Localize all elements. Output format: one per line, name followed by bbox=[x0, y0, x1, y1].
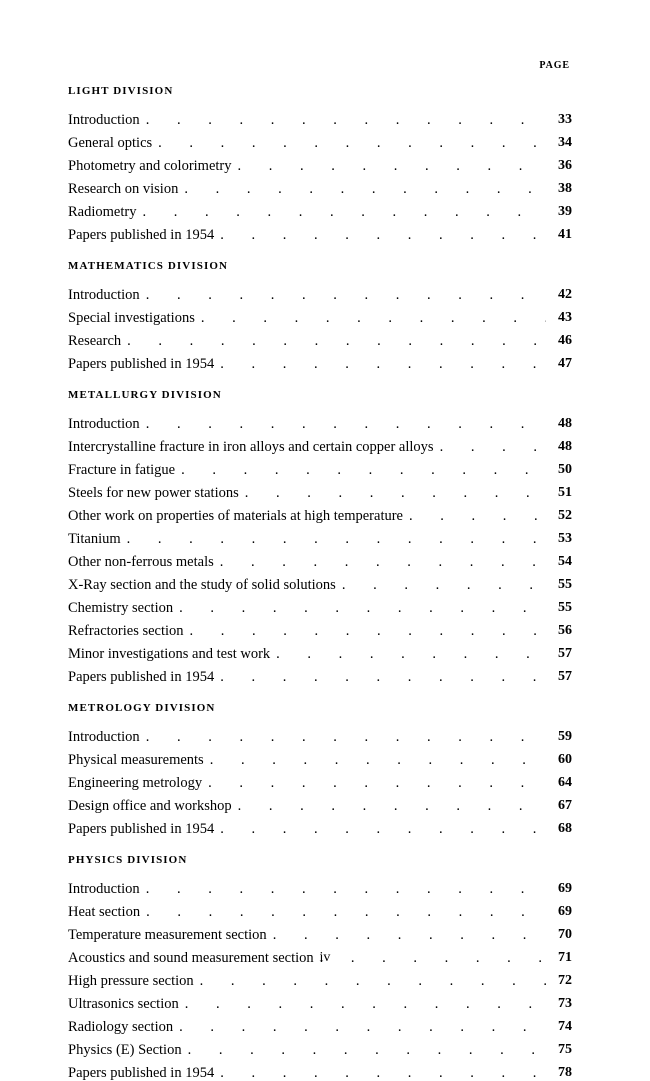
contents-entry-page-number: 33 bbox=[558, 112, 572, 127]
contents-entry-label: Research on vision bbox=[68, 180, 179, 197]
contents-entry-label: Refractories section bbox=[68, 622, 184, 639]
contents-entry-label: Steels for new power stations bbox=[68, 484, 239, 501]
dot-leader bbox=[142, 204, 546, 218]
dot-leader bbox=[273, 927, 546, 941]
contents-entry-page-number: 55 bbox=[558, 600, 572, 615]
dot-leader bbox=[208, 775, 546, 789]
contents-section bbox=[68, 702, 572, 836]
contents-entry-page-number: 51 bbox=[558, 485, 572, 500]
contents-entry[interactable] bbox=[68, 173, 572, 196]
contents-entry-label: Design office and workshop bbox=[68, 797, 232, 814]
contents-entry-label: Titanium bbox=[68, 530, 121, 547]
dot-leader bbox=[146, 904, 546, 918]
contents-entry-page-number: 78 bbox=[558, 1065, 572, 1080]
contents-entry-page-number: 68 bbox=[558, 821, 572, 836]
contents-entry-label: Introduction bbox=[68, 415, 140, 432]
section-title: METROLOGY DIVISION bbox=[68, 702, 216, 714]
contents-entry-page-number: 57 bbox=[558, 669, 572, 684]
contents-entry-label: Introduction bbox=[68, 111, 140, 128]
contents-entry-page-number: 71 bbox=[558, 950, 572, 965]
contents-entry-label: Papers published in 1954 bbox=[68, 820, 215, 837]
dot-leader bbox=[179, 600, 546, 614]
contents-entry-page-number: 52 bbox=[558, 508, 572, 523]
contents-entry-page-number: 75 bbox=[558, 1042, 572, 1057]
contents-entry-page-number: 69 bbox=[558, 904, 572, 919]
contents-entry[interactable] bbox=[68, 896, 572, 919]
contents-entry-label: Introduction bbox=[68, 728, 140, 745]
contents-entry[interactable] bbox=[68, 523, 572, 546]
dot-leader bbox=[220, 669, 546, 683]
contents-entry-page-number: 42 bbox=[558, 287, 572, 302]
dot-leader bbox=[220, 554, 546, 568]
contents-entry-page-number: 46 bbox=[558, 333, 572, 348]
dot-leader bbox=[200, 973, 546, 987]
contents-entry-label: Other work on properties of materials at high temperature bbox=[68, 507, 403, 524]
contents-entry-label: Research bbox=[68, 332, 122, 349]
contents-entry-page-number: 50 bbox=[558, 462, 572, 477]
contents-entry-label: Fracture in fatigue bbox=[68, 461, 176, 478]
contents-entry[interactable] bbox=[68, 1011, 572, 1034]
contents-entry[interactable] bbox=[68, 721, 572, 744]
contents-entry-label: X-Ray section and the study of solid solutions bbox=[68, 576, 336, 593]
contents-entry[interactable] bbox=[68, 431, 572, 454]
contents-section bbox=[68, 389, 572, 684]
dot-leader bbox=[238, 798, 546, 812]
contents-entry[interactable] bbox=[68, 767, 572, 790]
contents-entry[interactable] bbox=[68, 661, 572, 684]
dot-leader bbox=[146, 729, 546, 743]
contents-entry[interactable] bbox=[68, 477, 572, 500]
dot-leader bbox=[184, 181, 546, 195]
dot-leader bbox=[127, 333, 546, 347]
contents-entry-label: Acoustics and sound measurement section bbox=[68, 949, 314, 966]
dot-leader bbox=[158, 135, 546, 149]
contents-entry-page-number: 34 bbox=[558, 135, 572, 150]
contents-section bbox=[68, 854, 572, 1080]
contents-entry-page-number: 43 bbox=[558, 310, 572, 325]
dot-leader bbox=[146, 112, 546, 126]
contents-entry[interactable] bbox=[68, 325, 572, 348]
dot-leader bbox=[220, 1065, 546, 1079]
contents-entry[interactable] bbox=[68, 279, 572, 302]
contents-entry[interactable] bbox=[68, 919, 572, 942]
contents-entry[interactable] bbox=[68, 454, 572, 477]
contents-entry[interactable] bbox=[68, 592, 572, 615]
dot-leader bbox=[220, 356, 546, 370]
dot-leader bbox=[245, 485, 546, 499]
contents-entry-page-number: 39 bbox=[558, 204, 572, 219]
contents-entry-page-number: 70 bbox=[558, 927, 572, 942]
contents-entry-label: Introduction bbox=[68, 286, 140, 303]
contents-entry-page-number: 60 bbox=[558, 752, 572, 767]
contents-entry-page-number: 64 bbox=[558, 775, 572, 790]
dot-leader bbox=[210, 752, 546, 766]
contents-entry-label: Other non-ferrous metals bbox=[68, 553, 214, 570]
contents-entry-label: Papers published in 1954 bbox=[68, 1064, 215, 1081]
dot-leader bbox=[146, 881, 546, 895]
contents-entry[interactable] bbox=[68, 196, 572, 219]
contents-entry-page-number: 47 bbox=[558, 356, 572, 371]
contents-entry[interactable] bbox=[68, 615, 572, 638]
contents-entry-label: Physical measurements bbox=[68, 751, 204, 768]
dot-leader bbox=[201, 310, 546, 324]
contents-entry-label: Chemistry section bbox=[68, 599, 174, 616]
contents-entry-page-number: 48 bbox=[558, 439, 572, 454]
contents-entry-page-number: 73 bbox=[558, 996, 572, 1011]
page-column-header: PAGE bbox=[539, 60, 570, 71]
contents-entry-label: Introduction bbox=[68, 880, 140, 897]
contents-entry-label: Ultrasonics section bbox=[68, 995, 179, 1012]
dot-leader bbox=[409, 508, 546, 522]
contents-entry-page-number: 53 bbox=[558, 531, 572, 546]
contents-section bbox=[68, 260, 572, 371]
contents-entry[interactable] bbox=[68, 150, 572, 173]
contents-entry[interactable] bbox=[68, 408, 572, 431]
dot-leader bbox=[342, 577, 546, 591]
section-title: MATHEMATICS DIVISION bbox=[68, 260, 229, 272]
contents-entry-page-number: 54 bbox=[558, 554, 572, 569]
dot-leader bbox=[146, 416, 546, 430]
contents-entry-label: Papers published in 1954 bbox=[68, 226, 215, 243]
contents-entry[interactable] bbox=[68, 348, 572, 371]
contents-entry-label: Radiometry bbox=[68, 203, 137, 220]
contents-entry[interactable] bbox=[68, 988, 572, 1011]
contents-entry-page-number: 72 bbox=[558, 973, 572, 988]
contents-entry[interactable] bbox=[68, 638, 572, 661]
dot-leader bbox=[127, 531, 546, 545]
contents-entry[interactable] bbox=[68, 500, 572, 523]
contents-section bbox=[68, 85, 572, 242]
dot-leader bbox=[185, 996, 546, 1010]
contents-entry[interactable] bbox=[68, 744, 572, 767]
contents-entry[interactable] bbox=[68, 813, 572, 836]
contents-entry-label: Papers published in 1954 bbox=[68, 668, 215, 685]
contents-entry-label: Papers published in 1954 bbox=[68, 355, 215, 372]
dot-leader bbox=[440, 439, 546, 453]
contents-entry[interactable] bbox=[68, 569, 572, 592]
section-title: PHYSICS DIVISION bbox=[68, 854, 188, 866]
dot-leader bbox=[146, 287, 546, 301]
contents-entry[interactable] bbox=[68, 965, 572, 988]
dot-leader bbox=[190, 623, 546, 637]
contents-entry-label: Temperature measurement section bbox=[68, 926, 267, 943]
contents-entry-label: Special investigations bbox=[68, 309, 195, 326]
dot-leader bbox=[220, 821, 546, 835]
section-title: METALLURGY DIVISION bbox=[68, 389, 222, 401]
contents-entry-label: Heat section bbox=[68, 903, 141, 920]
contents-entry-label: Minor investigations and test work bbox=[68, 645, 271, 662]
contents-entry-page-number: 67 bbox=[558, 798, 572, 813]
contents-entry[interactable] bbox=[68, 1057, 572, 1080]
page-folio: iv bbox=[319, 950, 331, 965]
dot-leader bbox=[220, 227, 546, 241]
dot-leader bbox=[276, 646, 546, 660]
contents-entry-page-number: 57 bbox=[558, 646, 572, 661]
contents-entry-page-number: 41 bbox=[558, 227, 572, 242]
contents-entry-page-number: 55 bbox=[558, 577, 572, 592]
contents-entry-label: Engineering metrology bbox=[68, 774, 203, 791]
dot-leader bbox=[181, 462, 546, 476]
dot-leader bbox=[238, 158, 547, 172]
contents-entry-label: Photometry and colorimetry bbox=[68, 157, 232, 174]
contents-entry-page-number: 74 bbox=[558, 1019, 572, 1034]
contents-entry-page-number: 59 bbox=[558, 729, 572, 744]
section-title: LIGHT DIVISION bbox=[68, 85, 174, 97]
contents-entry[interactable] bbox=[68, 546, 572, 569]
contents-entry[interactable] bbox=[68, 104, 572, 127]
contents-entry[interactable] bbox=[68, 790, 572, 813]
dot-leader bbox=[188, 1042, 546, 1056]
contents-entry-page-number: 69 bbox=[558, 881, 572, 896]
contents-entry[interactable] bbox=[68, 1034, 572, 1057]
contents-entry-label: Radiology section bbox=[68, 1018, 174, 1035]
contents-entry-label: High pressure section bbox=[68, 972, 194, 989]
contents-entry-page-number: 48 bbox=[558, 416, 572, 431]
contents-entry[interactable] bbox=[68, 873, 572, 896]
contents-entry-page-number: 36 bbox=[558, 158, 572, 173]
contents-entry-label: Physics (E) Section bbox=[68, 1041, 182, 1058]
contents-entry-page-number: 56 bbox=[558, 623, 572, 638]
dot-leader bbox=[179, 1019, 546, 1033]
contents-entry-page-number: 38 bbox=[558, 181, 572, 196]
contents-entry-label: Intercrystalline fracture in iron alloys and certain copper alloys bbox=[68, 438, 434, 455]
contents-entry[interactable] bbox=[68, 219, 572, 242]
contents-entry-label: General optics bbox=[68, 134, 153, 151]
contents-entry[interactable] bbox=[68, 302, 572, 325]
contents-sections bbox=[68, 85, 572, 1080]
contents-entry[interactable] bbox=[68, 127, 572, 150]
